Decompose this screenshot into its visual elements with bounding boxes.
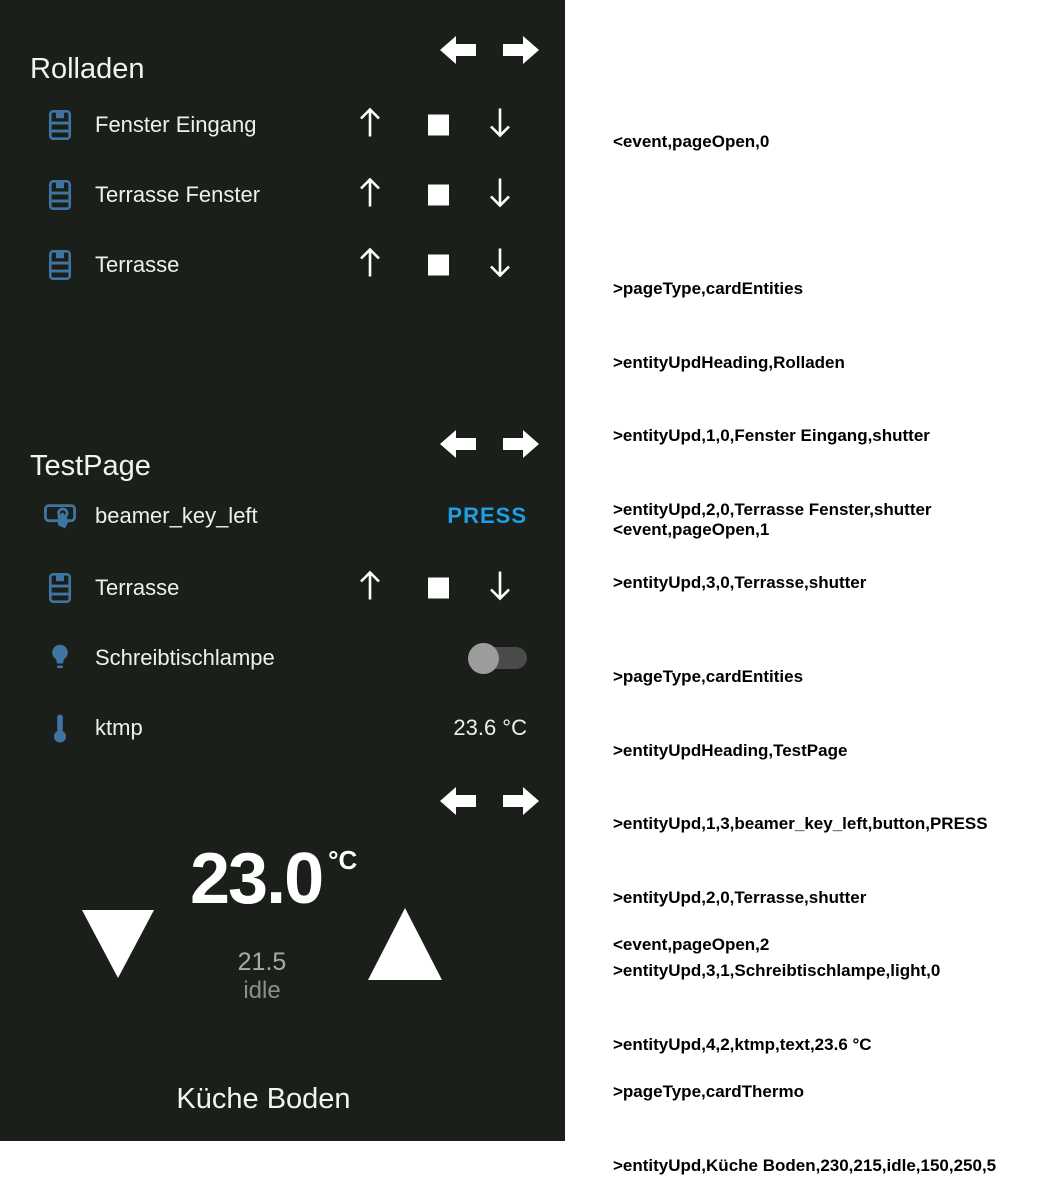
thermostat-name: Küche Boden xyxy=(176,1083,351,1115)
shutter-down-button[interactable] xyxy=(486,569,514,608)
console-line xyxy=(613,592,988,617)
page-title: TestPage xyxy=(30,450,151,483)
entity-label: beamer_key_left xyxy=(95,503,258,528)
nav-left-button[interactable] xyxy=(440,429,476,459)
shutter-up-button[interactable] xyxy=(356,569,384,608)
current-temperature xyxy=(190,839,358,919)
target-temperature: 21.5 xyxy=(237,948,287,976)
page-title: Rolladen xyxy=(30,53,145,86)
console-line: >entityUpd,3,1,Schreibtischlampe,light,0 xyxy=(613,961,941,980)
arrow-right-icon xyxy=(503,35,539,65)
console-line: >entityUpd,Küche Boden,230,215,idle,150,250,5 xyxy=(613,1155,997,1175)
arrow-left-icon xyxy=(440,35,476,65)
page-nav xyxy=(440,429,539,459)
arrow-up-icon xyxy=(356,246,384,280)
shutter-stop-button[interactable] xyxy=(428,185,449,206)
light-toggle[interactable] xyxy=(470,647,527,669)
console-line: >pageType,cardEntities xyxy=(613,667,804,686)
shutter-stop-button[interactable] xyxy=(428,115,449,136)
shutter-up-button[interactable] xyxy=(356,246,384,285)
entity-label: Schreibtischlampe xyxy=(95,645,275,670)
shutter-icon xyxy=(42,180,78,210)
shutter-up-button[interactable] xyxy=(356,176,384,215)
thermometer-icon xyxy=(42,713,78,743)
console-line: >entityUpdHeading,Rolladen xyxy=(613,352,845,372)
temp-down-button[interactable] xyxy=(82,910,154,978)
press-button[interactable]: PRESS xyxy=(447,503,527,528)
arrow-up-icon xyxy=(356,106,384,140)
entity-row xyxy=(0,160,565,230)
arrow-right-icon xyxy=(503,429,539,459)
entity-label: Terrasse xyxy=(95,575,180,600)
console-line: <event,pageOpen,2 xyxy=(613,935,770,954)
shutter-down-button[interactable] xyxy=(486,246,514,285)
hvac-state: idle xyxy=(243,977,281,1004)
nav-left-button[interactable] xyxy=(440,35,476,65)
nav-left-button[interactable] xyxy=(440,786,476,816)
console-line xyxy=(613,204,932,229)
shutter-stop-button[interactable] xyxy=(428,255,449,276)
arrow-down-icon xyxy=(486,176,514,210)
entity-label: Terrasse xyxy=(95,252,180,277)
entity-row xyxy=(0,553,565,623)
console-line: >entityUpd,2,0,Terrasse Fenster,shutter xyxy=(613,499,932,519)
arrow-down-icon xyxy=(486,246,514,280)
console-line: >entityUpd,2,0,Terrasse,shutter xyxy=(613,887,867,907)
shutter-down-button[interactable] xyxy=(486,106,514,145)
console-line: >entityUpd,3,0,Terrasse,shutter xyxy=(613,573,867,592)
console-line: >pageType,cardThermo xyxy=(613,1082,804,1101)
console-line: >entityUpd,4,2,ktmp,text,23.6 °C xyxy=(613,1034,872,1054)
entity-label: Terrasse Fenster xyxy=(95,182,261,207)
console-line: >entityUpdHeading,TestPage xyxy=(613,740,848,760)
temperature-unit: °C xyxy=(328,845,358,875)
console-line: >entityUpd,1,0,Fenster Eingang,shutter xyxy=(613,426,930,445)
page-nav xyxy=(440,35,539,65)
shutter-icon xyxy=(42,110,78,140)
current-temperature-value: 23.0 xyxy=(190,839,323,919)
entity-row xyxy=(0,481,565,551)
entity-row xyxy=(0,230,565,300)
entity-row xyxy=(0,693,565,763)
stop-icon xyxy=(428,185,449,206)
console-line: >pageType,cardEntities xyxy=(613,279,804,298)
lightbulb-icon xyxy=(42,643,78,673)
arrow-down-icon xyxy=(486,106,514,140)
temp-up-button[interactable] xyxy=(368,908,442,980)
triangle-down-icon xyxy=(82,910,154,978)
console-line: >entityUpd,1,3,beamer_key_left,button,PRESS xyxy=(613,814,988,833)
nav-right-button[interactable] xyxy=(503,35,539,65)
shutter-up-button[interactable] xyxy=(356,106,384,145)
arrow-up-icon xyxy=(356,176,384,210)
toggle-knob xyxy=(468,643,499,674)
arrow-left-icon xyxy=(440,429,476,459)
stop-icon xyxy=(428,255,449,276)
shutter-stop-button[interactable] xyxy=(428,578,449,599)
shutter-icon xyxy=(42,573,78,603)
page-nav xyxy=(440,786,539,816)
nav-right-button[interactable] xyxy=(503,429,539,459)
tap-button-icon xyxy=(42,499,78,533)
stop-icon xyxy=(428,115,449,136)
console-line xyxy=(613,1007,996,1032)
entity-label: ktmp xyxy=(95,715,143,740)
nav-right-button[interactable] xyxy=(503,786,539,816)
entity-row xyxy=(0,90,565,160)
arrow-left-icon xyxy=(440,786,476,816)
console-block-page2 xyxy=(613,884,996,1203)
triangle-up-icon xyxy=(368,908,442,980)
entity-row xyxy=(0,623,565,693)
sensor-value: 23.6 °C xyxy=(453,715,527,740)
arrow-right-icon xyxy=(503,786,539,816)
entity-label: Fenster Eingang xyxy=(95,112,257,137)
shutter-down-button[interactable] xyxy=(486,176,514,215)
console-line: <event,pageOpen,0 xyxy=(613,132,770,151)
shutter-icon xyxy=(42,250,78,280)
stop-icon xyxy=(428,578,449,599)
arrow-down-icon xyxy=(486,569,514,603)
arrow-up-icon xyxy=(356,569,384,603)
console-line: <event,pageOpen,1 xyxy=(613,520,770,539)
